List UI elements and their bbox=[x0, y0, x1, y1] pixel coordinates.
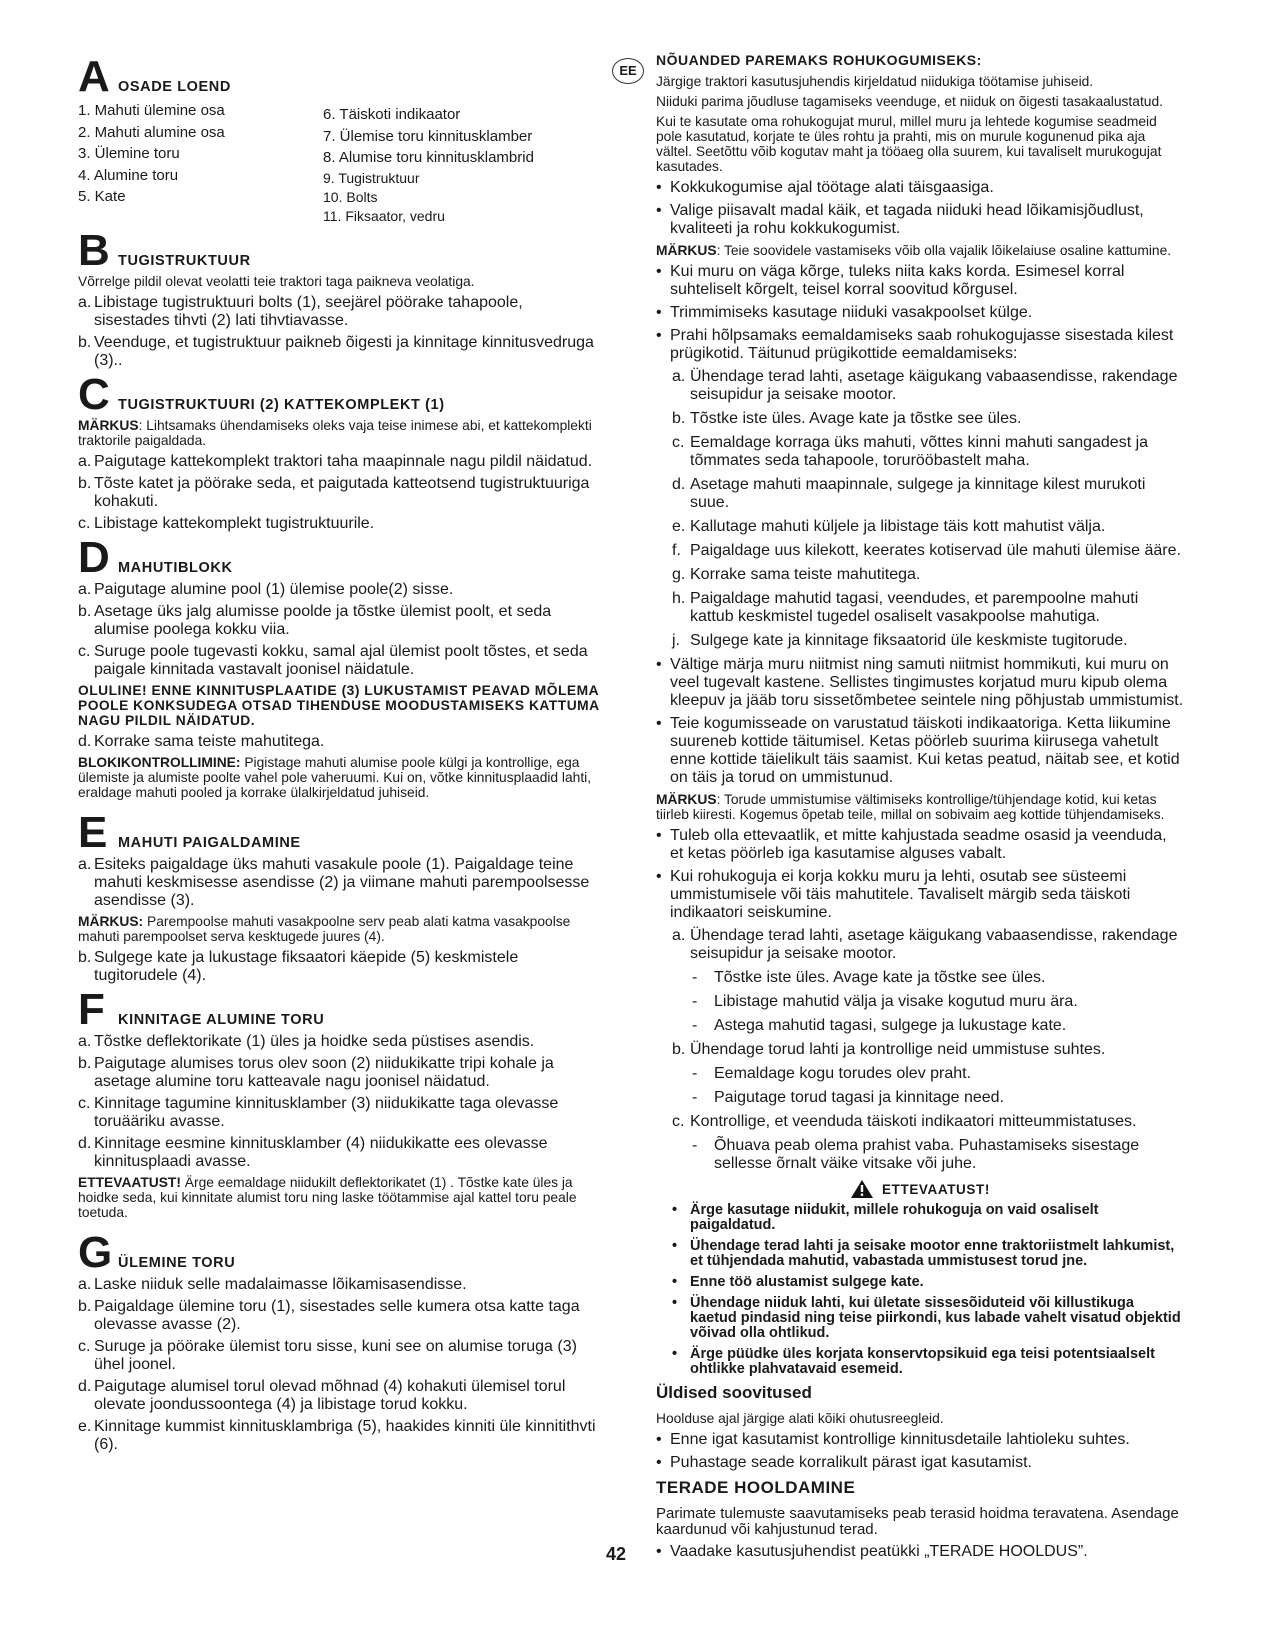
tips-title: NÕUANDED PAREMAKS ROHUKOGUMISEKS: bbox=[656, 52, 982, 68]
list-item: b. Tõste katet ja pöörake seda, et paigutada katteotsend tugistruktuuriga kohakuti. bbox=[78, 474, 590, 510]
warning-item: • Enne töö alustamist sulgege kate. bbox=[672, 1274, 924, 1290]
section-a-header bbox=[78, 52, 600, 101]
dash-item: - Libistage mahutid välja ja visake kogutud muru ära. bbox=[692, 993, 1078, 1010]
section-letter: E bbox=[78, 807, 108, 857]
part-item: 9. Tugistruktuur bbox=[323, 169, 420, 186]
note: MÄRKUS: Teie soovidele vastamiseks võib olla vajalik lõikelaiuse osaline kattumine. bbox=[656, 243, 1172, 258]
step-list bbox=[78, 453, 600, 533]
warning-header bbox=[656, 1179, 1184, 1199]
step-item: a. Ühendage terad lahti, asetage käigukang vabaasendisse, rakendage seisupidur ja seisake mootor. bbox=[672, 927, 1178, 962]
step-list bbox=[78, 294, 600, 370]
step-item: d. Asetage mahuti maapinnale, sulgege ja kinnitage kilest murukoti suue. bbox=[672, 476, 1146, 511]
bullet-item: • Kui rohukoguja ei korja kokku muru ja lehti, osutab see süsteemi ummistumisele või täis mahutitele. Tavaliselt märgib seda täiskoti indikaatori seiskumine. bbox=[656, 868, 1131, 921]
section-title: OSADE LOEND bbox=[118, 79, 231, 95]
section-title: ÜLEMINE TORU bbox=[118, 1254, 236, 1271]
step-list bbox=[78, 856, 600, 910]
note: MÄRKUS: Parempoolse mahuti vasakpoolne serv peab alati katma vasakpoolse mahuti parempoolset serva kesktugede juures (4). bbox=[78, 913, 571, 944]
bullet-item: • Valige piisavalt madal käik, et tagada niiduki head lõikamisjõudlust, kvaliteeti ja rohu kokkukogumist. bbox=[656, 202, 1144, 237]
list-item: a. Esiteks paigaldage üks mahuti vasakule poole (1). Paigaldage teine mahuti keskmisesse asendisse (2) ja viimane mahuti parempoolsesse asendisse (3). bbox=[78, 855, 590, 909]
step-item: g. Korrake sama teiste mahutitega. bbox=[672, 566, 921, 583]
list-item: a. Libistage tugistruktuuri bolts (1), seejärel pöörake tahapoole, sisestades tihvti (2) lati tihvtiavasse. bbox=[78, 293, 523, 329]
note: MÄRKUS: Lihtsamaks ühendamiseks oleks vaja teise inimese abi, et kattekomplekti traktorile paigaldada. bbox=[78, 417, 592, 448]
parts-list bbox=[78, 100, 600, 226]
list-item: a. Paigutage kattekomplekt traktori taha maapinnale nagu pildil näidatud. bbox=[78, 452, 593, 470]
section-letter: F bbox=[78, 984, 105, 1034]
step-item: j. Sulgege kate ja kinnitage fiksaatorid üle keskmiste tugitorude. bbox=[672, 632, 1128, 649]
step-list bbox=[78, 581, 600, 679]
paragraph: Kui te kasutate oma rohukogujat murul, millel muru ja lehtede kogumise seadmeid pole kasutatud, korjate te üles rohtu ja prahti, mis on murule kogunenud pika aja vältel. Seetõttu võib kogutav maht ja tööaeg olla suurem, kui tavaliselt murukogujat kasutades. bbox=[656, 114, 1162, 174]
section-title: TUGISTRUKTUUR bbox=[118, 252, 251, 269]
paragraph: Niiduki parima jõudluse tagamiseks veenduge, et niiduk on õigesti tasakaalustatud. bbox=[656, 94, 1163, 109]
list-item: c. Kinnitage tagumine kinnitusklamber (3) niidukikatte taga olevasse toruääriku avasse. bbox=[78, 1094, 559, 1130]
section-b-header bbox=[78, 225, 600, 275]
step-list bbox=[78, 949, 600, 985]
paragraph: Võrrelge pildil olevat veolatti teie traktori taga paikneva veolatiga. bbox=[78, 273, 475, 289]
list-item: b. Paigaldage ülemine toru (1), sisestades selle kumera otsa katte taga olevasse avasse (2). bbox=[78, 1297, 580, 1333]
part-item: 1. Mahuti ülemine osa bbox=[78, 102, 225, 119]
step-item: a. Ühendage terad lahti, asetage käigukang vabaasendisse, rakendage seisupidur ja seisake mootor. bbox=[672, 368, 1178, 403]
section-letter: D bbox=[78, 532, 110, 582]
warning-icon bbox=[850, 1179, 874, 1199]
bullet-item: • Vältige märja muru niitmist ning samuti niitmist hommikuti, kui muru on veel tugevalt kastene. Sellistes tingimustes korjatud muru kipub olema kleepuv ja jääb toru sissetõmbetee seintele ning põhjustab ummistumist. bbox=[656, 656, 1184, 709]
part-item: 10. Bolts bbox=[323, 188, 378, 205]
section-g-header bbox=[78, 1227, 600, 1277]
step-item: c. Eemaldage korraga üks mahuti, võttes kinni mahuti sangadest ja tõmmates seda tahapoole, torurööbastelt maha. bbox=[672, 434, 1149, 469]
section-c-header bbox=[78, 369, 600, 419]
bullet-item: • Trimmimiseks kasutage niiduki vasakpoolset külge. bbox=[656, 304, 1033, 321]
left-column bbox=[78, 52, 600, 1458]
part-item: 8. Alumise toru kinnitusklambrid bbox=[323, 149, 534, 166]
step-item: h. Paigaldage mahutid tagasi, veendudes, et parempoolne mahuti kattub keskmistel tugedel osaliselt vasakpoolse mahutiga. bbox=[672, 590, 1139, 625]
list-item: b. Asetage üks jalg alumisse poolde ja tõstke ülemist poolt, et seda alumise poolega kokku viia. bbox=[78, 602, 552, 638]
bullet-item: • Vaadake kasutusjuhendist peatükki „TERADE HOOLDUS”. bbox=[656, 1543, 1088, 1560]
step-list bbox=[78, 1276, 600, 1454]
part-item: 7. Ülemise toru kinnitusklamber bbox=[323, 127, 533, 145]
bullet-item: • Kokkukogumise ajal töötage alati täisgaasiga. bbox=[656, 179, 994, 196]
section-title: MAHUTIBLOKK bbox=[118, 559, 233, 576]
list-item: e. Kinnitage kummist kinnitusklambriga (5), haakides kinniti üle kinnitithvti (6). bbox=[78, 1417, 596, 1453]
list-item: d. Kinnitage eesmine kinnitusklamber (4) niidukikatte ees olevasse kinnitusplaadi avasse. bbox=[78, 1134, 548, 1170]
section-e-header bbox=[78, 807, 600, 857]
important-notice: OLULINE! ENNE KINNITUSPLAATIDE (3) LUKUSTAMIST PEAVAD MÕLEMA POOLE KONKSUDEGA OTSAD TIHENDUSE MOODUSTAMISEKS KATTUMA NAGU PILDIL NÄIDATUD. bbox=[78, 682, 600, 728]
part-item: 3. Ülemine toru bbox=[78, 145, 180, 162]
bullet-item: • Prahi hõlpsamaks eemaldamiseks saab rohukogujasse sisestada kilest prügikotid. Täitunud prügikottide eemaldamiseks: bbox=[656, 327, 1174, 362]
dash-item: - Astega mahutid tagasi, sulgege ja lukustage kate. bbox=[692, 1017, 1067, 1034]
list-item: c. Suruge ja pöörake ülemist toru sisse, kuni see on alumise toruga (3) ühel joonel. bbox=[78, 1337, 577, 1373]
dash-item: - Eemaldage kogu torudes olev praht. bbox=[692, 1065, 972, 1082]
section-letter: C bbox=[78, 369, 110, 419]
caution-note: ETTEVAATUST! Ärge eemaldage niidukilt deflektorikatet (1) . Tõstke kate üles ja hoidke seda, kui kinnitate alumist toru ning laske töötammise ajal kattel toru peale toetuda. bbox=[78, 1174, 577, 1220]
warning-title: ETTEVAATUST! bbox=[882, 1181, 990, 1197]
note: MÄRKUS: Torude ummistumise vältimiseks kontrollige/tühjendage kotid, kui ketas tiirleb kiiresti. Kogemus õpetab teile, millal on sobivaim aeg kottide tühjendamiseks. bbox=[656, 792, 1165, 822]
list-item: c. Suruge poole tugevasti kokku, samal ajal ülemist poolt tõstes, et seda paigale kinnitada vastavalt joonisel näidatule. bbox=[78, 642, 588, 678]
warning-item: • Ühendage terad lahti ja seisake mootor enne traktoriistmelt lahkumist, et tühjendada mahutid, vabastada ummistusest torud jne. bbox=[672, 1238, 1175, 1269]
section-title: TUGISTRUKTUURI (2) KATTEKOMPLEKT (1) bbox=[118, 396, 445, 413]
section-d-header bbox=[78, 532, 600, 582]
paragraph: Järgige traktori kasutusjuhendis kirjeldatud niidukiga töötamise juhiseid. bbox=[656, 74, 1094, 89]
list-item: a. Tõstke deflektorikate (1) üles ja hoidke seda püstises asendis. bbox=[78, 1032, 535, 1050]
step-item: b. Ühendage torud lahti ja kontrollige neid ummistuse suhtes. bbox=[672, 1041, 1106, 1058]
list-item: c. Libistage kattekomplekt tugistruktuurile. bbox=[78, 514, 375, 532]
section-letter: G bbox=[78, 1227, 113, 1277]
section-letter: B bbox=[78, 225, 110, 275]
paragraph: Hoolduse ajal järgige alati kõiki ohutusreegleid. bbox=[656, 1411, 944, 1426]
part-item: 11. Fiksaator, vedru bbox=[323, 207, 445, 224]
section-title: MAHUTI PAIGALDAMINE bbox=[118, 834, 301, 851]
paragraph: Parimate tulemuste saavutamiseks peab terasid hoidma teravatena. Asendage kaardunud või kahjustunud terad. bbox=[656, 1505, 1179, 1538]
part-item: 4. Alumine toru bbox=[78, 166, 179, 184]
bullet-item: • Tuleb olla ettevaatlik, et mitte kahjustada seadme osasid ja veenduda, et ketas pöörleb iga kasutamise alguses vabalt. bbox=[656, 827, 1167, 862]
bullet-item: • Kui muru on väga kõrge, tuleks niita kaks korda. Esimesel korral suhteliselt kõrgelt, teisel korral soovitud kõrgusel. bbox=[656, 263, 1125, 298]
warning-item: • Ärge püüdke üles korjata konservtopsikuid ega teisi potentsiaalselt ohtlikke plahvatavaid esemeid. bbox=[672, 1346, 1155, 1377]
dash-item: - Paigutage torud tagasi ja kinnitage need. bbox=[692, 1089, 1004, 1106]
step-list bbox=[78, 1033, 600, 1171]
bullet-item: • Puhastage seade korralikult pärast igat kasutamist. bbox=[656, 1454, 1032, 1471]
list-item: d. Paigutage alumisel torul olevad mõhnad (4) kohakuti ülemisel torul olevate joondussoontega (4) ja libistage torud kokku. bbox=[78, 1377, 566, 1413]
bullet-item: • Enne igat kasutamist kontrollige kinnitusdetaile lahtioleku suhtes. bbox=[656, 1431, 1130, 1448]
section-letter: A bbox=[78, 52, 110, 101]
part-item: 6. Täiskoti indikaator bbox=[323, 106, 461, 123]
language-badge: EE bbox=[612, 58, 644, 84]
step-item: c. Kontrollige, et veenduda täiskoti indikaatori mitteummistatuses. bbox=[672, 1113, 1137, 1130]
page-number: 42 bbox=[606, 1544, 627, 1564]
step-item: b. Tõstke iste üles. Avage kate ja tõstke see üles. bbox=[672, 410, 1022, 427]
list-item: b. Sulgege kate ja lukustage fiksaatori käepide (5) keskmistele tugitorudele (4). bbox=[78, 948, 519, 984]
list-item: a. Laske niiduk selle madalaimasse lõikamisasendisse. bbox=[78, 1275, 467, 1293]
blades-title: TERADE HOOLDAMINE bbox=[656, 1478, 856, 1497]
list-item: b. Veenduge, et tugistruktuur paikneb õigesti ja kinnitage kinnitusvedruga (3).. bbox=[78, 333, 594, 369]
list-item: a. Paigutage alumine pool (1) ülemise poole(2) sisse. bbox=[78, 580, 454, 598]
part-item: 2. Mahuti alumine osa bbox=[78, 123, 225, 141]
bullet-item: • Teie kogumisseade on varustatud täiskoti indikaatoriga. Ketta liikumine suureneb kottide täitumisel. Ketas pöörleb suurima kiirusega vahetult enne kottide täielikult täis saamist. Kui ketas peatud, näitab see, et kotid on täis ja torud on ummistunud. bbox=[656, 715, 1180, 786]
general-title: Üldised soovitused bbox=[656, 1383, 812, 1402]
section-f-header bbox=[78, 984, 600, 1034]
dash-item: - Õhuava peab olema prahist vaba. Puhastamiseks sisestage sellesse õrnalt väike vitsake või juhe. bbox=[692, 1137, 1140, 1172]
right-column bbox=[656, 52, 1184, 1566]
warning-item: • Ärge kasutage niidukit, millele rohukoguja on vaid osaliselt paigaldatud. bbox=[672, 1202, 1099, 1233]
step-list bbox=[78, 733, 600, 751]
block-check: BLOKIKONTROLLIMINE: Pigistage mahuti alumise poole külgi ja kontrollige, ega ülemiste ja alumiste poolte vahel pole vaheruumi. Kui on, võtke kinnitusplaadid lahti, eraldage mahuti pooled ja korrake ülalkirjeldatud juhiseid. bbox=[78, 754, 592, 800]
list-item: d. Korrake sama teiste mahutitega. bbox=[78, 732, 325, 750]
step-item: e. Kallutage mahuti küljele ja libistage täis kott mahutist välja. bbox=[672, 518, 1106, 535]
section-title: KINNITAGE ALUMINE TORU bbox=[118, 1011, 325, 1028]
list-item: b. Paigutage alumises torus olev soon (2) niidukikatte tripi kohale ja asetage alumine toru katteavale nagu joonisel näidatud. bbox=[78, 1054, 554, 1090]
warning-item: • Ühendage niiduk lahti, kui ületate sissesõiduteid või killustikuga kaetud pindasid ning teise piirkondi, kus labade vahelt visatud objektid võivad olla ohtlikud. bbox=[672, 1295, 1181, 1341]
dash-item: - Tõstke iste üles. Avage kate ja tõstke see üles. bbox=[692, 969, 1046, 986]
part-item: 5. Kate bbox=[78, 188, 126, 205]
step-item: f. Paigaldage uus kilekott, keerates kotiservad üle mahuti ülemise ääre. bbox=[672, 542, 1181, 559]
